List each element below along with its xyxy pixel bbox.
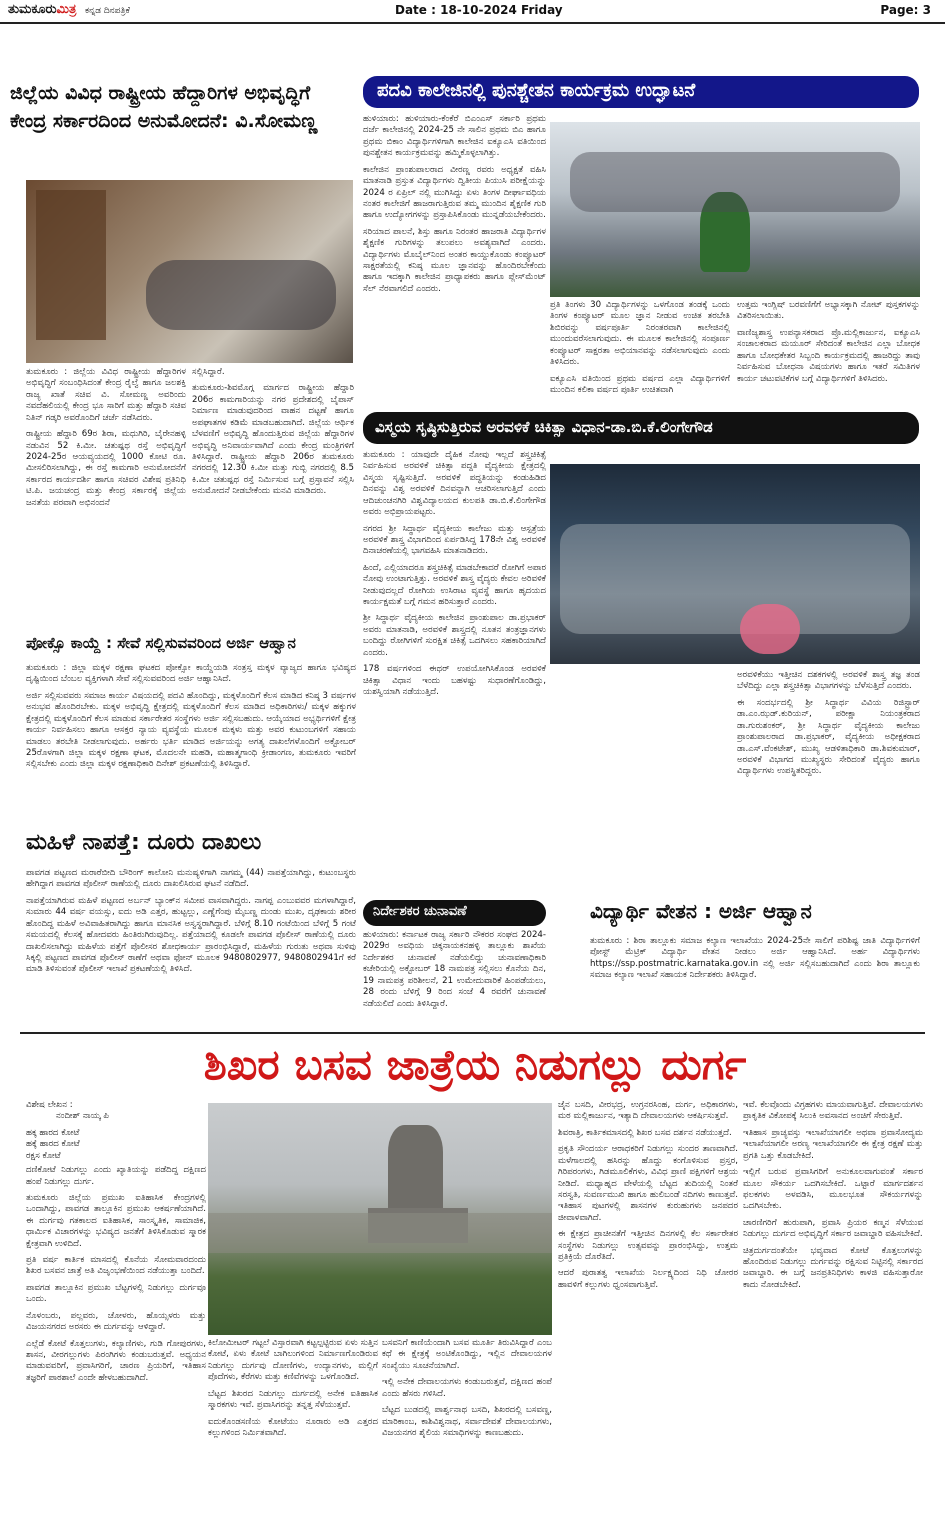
feature-paragraph: ಪ್ರತಿ ವರ್ಷ ಕಾರ್ತಿಕ ಮಾಸದಲ್ಲಿ ಕೊನೆಯ ಸೋಮವಾರದಂದು ಶಿಖರ ಬಸವನ ಜಾತ್ರೆ ಅತಿ ವಿಜೃಂಭಣೆಯಿಂದ ನಡೆಯುತ್ತಾ ಬಂದಿದೆ. <box>26 1255 206 1277</box>
people-lineup-shape <box>560 524 910 634</box>
feature-paragraph: ಇತಿಹಾಸ ಪ್ರಾಚ್ಯವಸ್ತು ಇಲಾಖೆಯಾಗಲೀ ಅಥವಾ ಪ್ರವಾಸೋದ್ಯಮ ಇಲಾಖೆಯಾಗಲೀ ಅರಣ್ಯ ಇಲಾಖೆಯಾಗಲೀ ಈ ಕ್ಷೇತ್ರ ರಕ್ಷಣೆ ಮತ್ತು ಪ್ರಗತಿ ಒತ್ತು ಕೊಡಬೇಕಿದೆ. <box>743 1127 923 1161</box>
story4-headline: ಪದವಿ ಕಾಲೇಜಿನಲ್ಲಿ ಪುನಶ್ಚೇತನ ಕಾರ್ಯಕ್ರಮ ಉದ್ಘಾಟನೆ <box>363 76 919 108</box>
story4-paragraph: ವಾಣಿಜ್ಯಶಾಸ್ತ್ರ ಉಪನ್ಯಾಸಕರಾದ ಪ್ರೊ.ಮಲ್ಲಿಕಾರ್ಜುನ, ಐಕ್ಯೂಎಸಿ ಸಂಚಾಲಕರಾದ ಮಯೂರ್ ಸೇರಿದಂತೆ ಕಾಲೇಜಿನ ಎಲ್ಲಾ ಬೋಧಕ ಹಾಗೂ ಬೋಧಕೇತರ ಸಿಬ್ಬಂದಿ ಕಾರ್ಯಕ್ರಮದಲ್ಲಿ ಹಾಜರಿದ್ದು ತಾವು ನಿರ್ವಹಿಸುವ ಬೋಧನಾ ವಿಷಯಗಳು ಹಾಗೂ ಇತರೆ ಸಮಿತಿಗಳ ಕಾರ್ಯ ಚಟುವಟಿಕೆಗಳ ಬಗ್ಗೆ ವಿದ್ಯಾರ್ಥಿಗಳಿಗೆ ತಿಳಿಸಿದರು. <box>737 327 920 384</box>
feature-paragraph: ಬಸವನಿಗೆ ಕಾಣಿಯೆಂದಾಗಿ ಬಸವ ಮೂರ್ತಿ ತಿರುವಿಸಿದ್ದಾರೆ ಎಂಬ ಕಥೆ ಈ ಕ್ಷೇತ್ರಕ್ಕೆ ಅಂಟಿಕೊಂಡಿದ್ದು, ಇಲ್ಲಿನ ದೇವಾಲಯಗಳ ಸಂಖ್ಯೆಯು ಸೂಚನೆಯಾಗಿದೆ. <box>382 1338 552 1371</box>
feature-paragraph: ಆದರೆ ಪುರಾತತ್ವ ಇಲಾಖೆಯ ನಿರ್ಲಕ್ಷ್ಯದಿಂದ ನಿಧಿ ಚೋರರ ಹಾವಳಿಗೆ ಕಲ್ಲುಗಳು ಧ್ವಂಸವಾಗುತ್ತಿವೆ. <box>558 1268 738 1290</box>
story4-paragraph: ಹುಳಿಯಾರು: ಹುಳಿಯಾರು-ಕೆಂಕೆರೆ ಬಿಎಂಎಸ್ ಸರ್ಕಾರಿ ಪ್ರಥಮ ದರ್ಜೆ ಕಾಲೇಜಿನಲ್ಲಿ 2024-25 ನೇ ಸಾಲಿನ ಪ್ರಥಮ ಬಿಎ ಹಾಗೂ ಪ್ರಥಮ ಬಿಕಾಂ ವಿದ್ಯಾರ್ಥಿಗಳಿಗಾಗಿ ಕಾಲೇಜಿನ ಐಕ್ಯೂಎಸಿ ವತಿಯಿಂದ ಪುನಶ್ಚೇತನ ಕಾರ್ಯಕ್ರಮವನ್ನು ಹಮ್ಮಿಕೊಳ್ಳಲಾಗಿತ್ತು. <box>363 114 546 159</box>
feature-photo <box>208 1103 552 1335</box>
story5-paragraph: ಅರವಳಿಕೆಯು ಇತ್ತೀಚಿನ ದಶಕಗಳಲ್ಲಿ ಅರವಳಿಕೆ ಶಾಸ್ತ್ರ ತಜ್ಞ ತಂಡ ಬೆಳೆದಿದ್ದು ಎಲ್ಲಾ ಶಸ್ತ್ರಚಿಕಿತ್ಸಾ ವಿಭಾಗಗಳನ್ನು ಬೆಳೆಸುತ್ತಿದೆ ಎಂದರು. <box>737 670 920 692</box>
story1-headline-line2: ಕೇಂದ್ರ ಸರ್ಕಾರದಿಂದ ಅನುಮೋದನೆ: ವಿ.ಸೋಮಣ್ಣ <box>10 109 318 132</box>
story5-paragraph: ತುಮಕೂರು : ಯಾವುದೇ ದೈಹಿಕ ನೋವು ಇಲ್ಲದೆ ಶಸ್ತ್ರಚಿಕಿತ್ಸೆ ನಿರ್ವಹಿಸುವ ಅರವಳಿಕೆ ಚಿಕಿತ್ಸಾ ಪದ್ದತಿ ವೈದ್ಯಕೀಯ ಕ್ಷೇತ್ರದಲ್ಲಿ ವಿಸ್ಮಯ ಸೃಷ್ಟಿಸುತ್ತಿದೆ. ಅರವಳಿಕೆ ಪದ್ಧತಿಯನ್ನು ಕಂಡುಹಿಡಿದ ದಿನವನ್ನು ವಿಶ್ವ ಅರವಳಿಕೆ ದಿನವನ್ನಾಗಿ ಆಚರಿಸಲಾಗುತ್ತಿದೆ ಎಂದು ಆದಿಚುಂಚನಗಿರಿ ವಿಶ್ವವಿದ್ಯಾಲಯದ ಕುಲಪತಿ ಡಾ.ಬಿ.ಕೆ.ಲಿಂಗೇಗೌಡ ಅವರು ಅಭಿಪ್ರಾಯಪಟ್ಟರು. <box>363 450 546 518</box>
feature-paragraph: ಇಲ್ಲಿ ಅನೇಕ ದೇವಾಲಯಗಳು ಕಂಡುಬರುತ್ತವೆ, ದಕ್ಷಿಣದ ಹಂಪೆ ಎಂದು ಹೆಸರು ಗಳಿಸಿದೆ. <box>382 1377 552 1399</box>
story4-photo <box>550 122 920 297</box>
story1-paragraph: ತುಮಕೂರು : ಜಿಲ್ಲೆಯ ವಿವಿಧ ರಾಷ್ಟ್ರೀಯ ಹೆದ್ದಾರಿಗಳ ಅಭಿವೃದ್ಧಿಗೆ ಸಂಬಂಧಿಸಿದಂತೆ ಕೇಂದ್ರ ರೈಲ್ವೆ ಹಾಗೂ ಜಲಶಕ್ತಿ ರಾಜ್ಯ ಖಾತೆ ಸಚಿವ ವಿ. ಸೋಮಣ್ಣ ಅವರಿಂದು ನವದೆಹಲಿಯಲ್ಲಿ ಕೇಂದ್ರ ಭೂ ಸಾರಿಗೆ ಮತ್ತು ಹೆದ್ದಾರಿ ಸಚಿವ ನಿತಿನ್ ಗಡ್ಕರಿ ಅವರೊಂದಿಗೆ ಚರ್ಚೆ ನಡೆಸಿದರು. <box>26 367 186 423</box>
story5-paragraph: 178 ವರ್ಷಗಳಿಂದ ಈಥರ್ ಉಪಯೋಗಿಸಿಕೊಂಡ ಅರವಳಿಕೆ ಚಿಕಿತ್ಸಾ ವಿಧಾನ ಇಂದು ಬಹಳಷ್ಟು ಸುಧಾರಣೆಗೊಂಡಿದ್ದು, ಯಶಸ್ವಿಯಾಗಿ ನಡೆಯುತ್ತಿದೆ. <box>363 664 546 698</box>
logo-part1: ತುಮಕೂರು <box>8 2 57 17</box>
feature-paragraph: ಕಿಲೋಮೀಟರ್ ಗಟ್ಟಲೆ ವಿಸ್ತಾರವಾಗಿ ಕಟ್ಟಲ್ಪಟ್ಟಿರುವ ಏಳು ಸುತ್ತಿನ ಕೋಟೆ, ಏಳು ಕೋಟೆ ಬಾಗಿಲುಗಳಿಂದ ನಿರ್ಮಾಣಗೊಂಡಿರುವ ನಿಡುಗಲ್ಲು ದುರ್ಗವು ದೋಣಿಗಳು, ಉದ್ಯಾನಗಳು, ಮಲ್ಲಿಗೆ ಪೊದೆಗಳು, ಕೆರೆಗಳು ಮತ್ತು ಕಣಿವೆಗಳನ್ನು ಒಳಗೊಂಡಿದೆ. <box>208 1338 378 1383</box>
story3-body <box>26 868 356 1022</box>
story5-paragraph: ನಗರದ ಶ್ರೀ ಸಿದ್ಧಾರ್ಥ ವೈದ್ಯಕೀಯ ಕಾಲೇಜು ಮತ್ತು ಆಸ್ಪತ್ರೆಯ ಅರವಳಿಕೆ ಶಾಸ್ತ್ರ ವಿಭಾಗದಿಂದ ಏರ್ಪಡಿಸಿದ್ದ 178ನೇ ವಿಶ್ವ ಅರವಳಿಕೆ ದಿನಾಚರಣೆಯಲ್ಲಿ ಭಾಗವಹಿಸಿ ಮಾತನಾಡಿದರು. <box>363 523 546 557</box>
story1-headline-line1: ಜಿಲ್ಲೆಯ ವಿವಿಧ ರಾಷ್ಟ್ರೀಯ ಹೆದ್ದಾರಿಗಳ ಅಭಿವೃದ್ಧಿಗೆ <box>10 83 311 104</box>
story4-paragraph: ಉತ್ತಮ ಇಂಗ್ಲಿಷ್ ಬರವಣಿಗೆಗೆ ಅಭ್ಯಾಸಕ್ಕಾಗಿ ನೋಟ್ ಪುಸ್ತಕಗಳನ್ನು ವಿತರಿಸಲಾಯಿತು. <box>737 300 920 322</box>
story3-paragraph: ಪಾವಗಡ ಪಟ್ಟಣದ ಮರಾಠೆಬೀದಿ ಬೌರಿಂಗ್ ಕಾಲೋನಿ ಮನುಷ್ಯಳಿಗಾಗಿ ನಾಗಮ್ಮ (44) ನಾಪತ್ತೆಯಾಗಿದ್ದು, ಕುಟುಂಬಸ್ಥರು ಹೇಗಿದ್ದಾಗ ಪಾವಗಡ ಪೊಲೀಸ್ ಠಾಣೆಯಲ್ಲಿ ದೂರು ದಾಖಲಿಸಿರುವ ಘಟನೆ ನಡೆದಿದೆ. <box>26 868 356 890</box>
story6-headline: ನಿರ್ದೇಶಕರ ಚುನಾವಣೆ <box>363 900 546 926</box>
section-divider <box>20 1032 925 1034</box>
feature-paragraph: ಇಲ್ಲಿಗೆ ಬರುವ ಪ್ರವಾಸಿಗರಿಗೆ ಅನುಕೂಲವಾಗುವಂತೆ ಸರ್ಕಾರ ಮೂಲ ಸೌಕರ್ಯ ಒದಗಿಸಬೇಕಿದೆ. ಒಟ್ಟಾರೆ ಮಾರ್ಗದರ್ಶನ ಫಲಕಗಳು ಅಳವಡಿಸಿ, ಮೂಲಭೂತ ಸೌಕರ್ಯಗಳನ್ನು ಒದಗಿಸಬೇಕು. <box>743 1167 923 1212</box>
screen-panel-shape <box>36 190 106 340</box>
flower-decoration-shape <box>740 604 800 654</box>
story7-paragraph: ತುಮಕೂರು : ಶಿರಾ ತಾಲ್ಲೂಕು ಸಮಾಜ ಕಲ್ಯಾಣ ಇಲಾಖೆಯು 2024-25ನೇ ಸಾಲಿಗೆ ಪರಿಶಿಷ್ಟ ಜಾತಿ ವಿದ್ಯಾರ್ಥಿಗಳಿಗೆ ಪೋಸ್ಟ್ ಮೆಟ್ರಿಕ್ ವಿದ್ಯಾರ್ಥಿ ವೇತನ ನೀಡಲು ಅರ್ಜಿ ಆಹ್ವಾನಿಸಿದೆ. ಅರ್ಹ ವಿದ್ಯಾರ್ಥಿಗಳು https://ssp.postmatric.karnataka.gov.in ನಲ್ಲಿ ಅರ್ಜಿ ಸಲ್ಲಿಸಬಹುದಾಗಿದೆ ಎಂದು ಶಿರಾ ತಾಲ್ಲೂಕು ಸಮಾಜ ಕಲ್ಯಾಣ ಇಲಾಖೆ ಸಹಾಯಕ ನಿರ್ದೇಶಕರು ತಿಳಿಸಿದ್ದಾರೆ. <box>590 936 920 981</box>
feature-paragraph: ಬೆಟ್ಟದ ಶಿಖರದ ನಿಡುಗಲ್ಲು ದುರ್ಗದಲ್ಲಿ ಅನೇಕ ಐತಿಹಾಸಿಕ ಸ್ಮಾರಕಗಳು ಇವೆ. ಪ್ರವಾಸಿಗರನ್ನು ತನ್ನತ್ತ ಸೆಳೆಯುತ್ತವೆ. <box>208 1388 378 1411</box>
feature-paragraph: ಇವೆ. ಕೆಲವೊಂದು ವಿಗ್ರಹಗಳು ಮಾಯವಾಗುತ್ತಿವೆ. ದೇವಾಲಯಗಳು ಪ್ರಾಕೃತಿಕ ವಿಕೋಪಕ್ಕೆ ಸಿಲುಕಿ ಅವಸಾನದ ಅಂಚಿಗೆ ಸೇರುತ್ತಿವೆ. <box>743 1100 923 1122</box>
feature-paragraph: ಜೈನ ಬಸದಿ, ವೀರಭದ್ರ, ಉಗ್ರನರಸಿಂಹ, ದುರ್ಗ, ಅಧಿಕಾರಗಳು, ಮಠ ಮಲ್ಲಿಕಾರ್ಜುನ, ಇತ್ಯಾದಿ ದೇವಾಲಯಗಳು ಆಕರ್ಷಿಸುತ್ತವೆ. <box>558 1100 738 1122</box>
feature-paragraph: ಐದುಕೊಂಡಸಣಿಯ ಕೋಟೆಯು ನೂರಾರು ಅಡಿ ಎತ್ತರದ ಕಲ್ಲುಗಳಿಂದ ನಿರ್ಮಿತವಾಗಿದೆ. <box>208 1416 378 1438</box>
story5-headline: ವಿಸ್ಮಯ ಸೃಷ್ಠಿಸುತ್ತಿರುವ ಅರವಳಿಕೆ ಚಿಕಿತ್ಸಾ ವಿಧಾನ-ಡಾ.ಬಿ.ಕೆ.ಲಿಂಗೇಗೌಡ <box>363 412 919 444</box>
story4-paragraph: ಸರಿಯಾದ ಪಾಲನೆ, ಶಿಸ್ತು ಹಾಗೂ ನಿರಂತರ ಹಾಜರಾತಿ ವಿದ್ಯಾರ್ಥಿಗಳ ಶೈಕ್ಷಣಿಕ ಗುರಿಗಳನ್ನು ತಲುಪಲು ಅವಶ್ಯವಾಗಿದೆ ಎಂದರು. ವಿದ್ಯಾರ್ಥಿಗಳು ಮೊಬೈಲ್‌ನಿಂದ ಅಂತರ ಕಾಯ್ದುಕೊಂಡು ಕಂಪ್ಯೂಟರ್ ಸಾಕ್ಷರತೆಯಲ್ಲಿ ಕನಿಷ್ಠ ಮೂಲ ಜ್ಞಾನವನ್ನು ಹೊಂದಿರಬೇಕೆಂದು ಹಾಗೂ ಇದಕ್ಕಾಗಿ ಕಾಲೇಜಿನ ಪ್ರಾಧ್ಯಾಪಕರು ಹಾಗೂ ಪ್ಲೇಸ್‌ಮೆಂಟ್ ಸೆಲ್ ನೆರವಾಗಲಿದೆ ಎಂದರು. <box>363 226 546 294</box>
feature-paragraph: ಪ್ರಕೃತಿ ಸೌಂದರ್ಯ ಆರಾಧಕರಿಗೆ ನಿಡುಗಲ್ಲು ಸುಂದರ ತಾಣವಾಗಿದೆ. ಮಳೆಗಾಲದಲ್ಲಿ ಹಸಿರನ್ನು ಹೊದ್ದು ಕಂಗೊಳಿಸುವ ಪ್ರಸ್ತರ, ಗಿರಿಪರಂಗಳು, ಗಿಡಮೂಲಿಕೆಗಳು, ವಿವಿಧ ಪ್ರಾಣಿ ಪಕ್ಷಿಗಳಿಗೆ ಆಶ್ರಯ ನೀಡಿದೆ. ಮಧ್ಯಾಹ್ನದ ವೇಳೆಯಲ್ಲಿ ಬೆಟ್ಟದ ತುದಿಯಲ್ಲಿ ನಿಂತರೆ ಸರಸ್ವತಿ, ಸುವರ್ಣಮುಖಿ ಹಾಗೂ ಹುಲಿಬಂಡೆ ನದಿಗಳು ಕಾಣುತ್ತವೆ. ಇತಿಹಾಸ ಪುಟಗಳಲ್ಲಿ ಶಾಸನಗಳ ಕುರುಹುಗಳು ಜನಪದರ ಜೀವಾಳವಾಗಿದೆ. <box>558 1144 738 1223</box>
feature-headline: ಶಿಖರ ಬಸವ ಜಾತ್ರೆಯ ನಿಡುಗಲ್ಲು ದುರ್ಗ <box>203 1040 747 1089</box>
issue-date: Date : 18-10-2024 Friday <box>395 3 563 17</box>
feature-paragraph: ದಣಿಕೋಟೆ ನಿಡುಗಲ್ಲು ಎಂದು ಖ್ಯಾತಿಯನ್ನು ಪಡೆದಿದ್ದ ದಕ್ಷಿಣದ ಹಂಪೆ ನಿಡುಗಲ್ಲು ದುರ್ಗ. <box>26 1165 206 1187</box>
temple-tower-shape <box>388 1125 443 1215</box>
story5-photo <box>550 464 920 664</box>
story5-column2 <box>737 670 920 895</box>
story1-photo <box>26 180 353 363</box>
story1-paragraph: ಸಲ್ಲಿಸಿದ್ದಾರೆ. <box>192 367 225 377</box>
feature-right-column1 <box>558 1100 738 1508</box>
story2-paragraph: ಅರ್ಜಿ ಸಲ್ಲಿಸುವವರು ಸಮಾಜ ಕಾರ್ಯ ವಿಷಯದಲ್ಲಿ ಪದವಿ ಹೊಂದಿದ್ದು, ಮಕ್ಕಳೊಂದಿಗೆ ಕೆಲಸ ಮಾಡಿದ ಕನಿಷ್ಠ 3 ವರ್ಷಗಳ ಅನುಭವ ಹೊಂದಿರಬೇಕು. ಮಕ್ಕಳ ಅಭಿವೃದ್ಧಿ ಕ್ಷೇತ್ರದಲ್ಲಿ ಮಕ್ಕಳೊಂದಿಗೆ ಕೆಲಸ ಮಾಡಿದ ಅಧಿಕಾರಿಗಳು/ ಮಕ್ಕಳ ಹಕ್ಕುಗಳ ಕ್ಷೇತ್ರದಲ್ಲಿ ಮಕ್ಕಳೊಂದಿಗೆ ಕೆಲಸ ಮಾಡುವ ಸರ್ಕಾರೇತರ ಸಂಸ್ಥೆಗಳು ಅರ್ಜಿ ಸಲ್ಲಿಸಬಹುದು. ಆಯ್ಕೆಯಾದ ಅಭ್ಯರ್ಥಿಗಳಿಗೆ ಕ್ಷೇತ್ರ ಕಾರ್ಯ ನಿರ್ವಹಿಸಲು ಹಾಗೂ ಆಸಕ್ತರ ನ್ಯಾಯ ವ್ಯವಸ್ಥೆಯ ಮೂಲಕ ಮಕ್ಕಳು ಮತ್ತು ಅವರ ಕುಟುಂಬಗಳಿಗೆ ಸಹಾಯ ಮಾಡಲು ತರಬೇತಿ ನೀಡಲಾಗುವುದು. ಅರ್ಹರು ಭರ್ತಿ ಮಾಡಿದ ಅರ್ಜಿಯನ್ನು ಅಗತ್ಯ ದಾಖಲೆಗಳೊಂದಿಗೆ ಅಕ್ಟೋಬರ್ 25ರೊಳಗಾಗಿ ಜಿಲ್ಲಾ ಮಕ್ಕಳ ರಕ್ಷಣಾ ಘಟಕ, ಮೊದಲನೇ ಮಹಡಿ, ಮಹಾತ್ಮಗಾಂಧಿ ಕ್ರೀಡಾಂಗಣ, ತುಮಕೂರು ಇವರಿಗೆ ಸಲ್ಲಿಸಬೇಕು ಎಂದು ಜಿಲ್ಲಾ ಮಕ್ಕಳ ರಕ್ಷಣಾಧಿಕಾರಿ ದಿನೇಶ್ ಪ್ರಕಟಣೆಯಲ್ಲಿ ತಿಳಿಸಿದ್ದಾರೆ. <box>26 690 356 770</box>
story4-paragraph: ಐಕ್ಯೂಎಸಿ ವತಿಯಿಂದ ಪ್ರಥಮ ವರ್ಷದ ಎಲ್ಲಾ ವಿದ್ಯಾರ್ಥಿಗಳಿಗೆ ಮುಂದಿನ ಕಲಿಕಾ ವರ್ಷದ ಪೂರ್ತಿ ಉಚಿತವಾಗಿ <box>550 373 730 395</box>
story3-headline: ಮಹಿಳೆ ನಾಪತ್ತೆ: ದೂರು ದಾಖಲು <box>26 830 262 855</box>
meeting-group-shape <box>146 260 336 330</box>
feature-byline1: ವಿಶೇಷ ಲೇಖನ : <box>26 1100 73 1110</box>
story5-paragraph: ಹಿಂದೆ, ಎಲ್ಲಿಯಾದರೂ ಶಸ್ತ್ರಚಿಕಿತ್ಸೆ ಮಾಡಬೇಕಾದರೆ ರೋಗಿಗೆ ಅಪಾರ ನೋವು ಉಂಟಾಗುತ್ತಿತ್ತು. ಅರವಳಿಕೆ ಶಾಸ್ತ್ರ ವೈದ್ಯರು ಕೇವಲ ಅರಿವಳಿಕೆ ನೀಡುವುದಲ್ಲದೆ ರೋಗಿಯ ಉಸಿರಾಟ ವ್ಯವಸ್ಥೆ ಹಾಗೂ ಹೃದಯದ ಕಾರ್ಯಕ್ಷಮತೆ ಬಗ್ಗೆ ಗಮನ ಹರಿಸುತ್ತಾರೆ ಎಂದರು. <box>363 562 546 608</box>
story6-body <box>363 930 546 1030</box>
story6-paragraph: ಹುಳಿಯಾರು: ಕರ್ನಾಟಕ ರಾಜ್ಯ ಸರ್ಕಾರಿ ನೌಕರರ ಸಂಘದ 2024-2029ರ ಅವಧಿಯ ಚಿಕ್ಕನಾಯಕನಹಳ್ಳಿ ತಾಲ್ಲೂಕು ಶಾಖೆಯ ನಿರ್ದೇಶಕರ ಚುನಾವಣೆ ನಡೆಯಲಿದ್ದು ಚುನಾವಣಾಧಿಕಾರಿ ಕಚೇರಿಯಲ್ಲಿ ಅಕ್ಟೋಬರ್ 18 ನಾಮಪತ್ರ ಸಲ್ಲಿಸಲು ಕೊನೆಯ ದಿನ, 19 ನಾಮಪತ್ರ ಪರಿಶೀಲನೆ, 21 ಉಮೇದುವಾರಿಕೆ ಹಿಂಪಡೆಯಲು, 28 ರಂದು ಬೆಳಿಗ್ಗೆ 9 ರಿಂದ ಸಂಜೆ 4 ರವರೆಗೆ ಚುನಾವಣೆ ನಡೆಯಲಿದೆ ಎಂದು ತಿಳಿಸಿದ್ದಾರೆ. <box>363 930 546 1009</box>
feature-paragraph: ಎಲ್ಲೆಡೆ ಕೋಟೆ ಕೊತ್ತಲುಗಳು, ಕಲ್ಯಾಣಿಗಳು, ಗುಡಿ ಗೋಪುರಗಳು, ಶಾಸನ, ವೀರಗಲ್ಲುಗಳು ಪಿರಂಗಿಗಳು ಕಂಡುಬರುತ್ತವೆ. ಅಧ್ಯಯನ ಮಾಡುವವರಿಗೆ, ಪ್ರವಾಸಿಗರಿಗೆ, ಚಾರಣ ಪ್ರಿಯರಿಗೆ, ಇತಿಹಾಸ ತಜ್ಞರಿಗೆ ಪಾಠಶಾಲೆ ಎಂದೇ ಹೇಳಬಹುದಾಗಿದೆ. <box>26 1338 206 1383</box>
feature-verse-line: ಹಕ್ಕೆ ಹಾರದ ಕೋಟೆ <box>26 1139 80 1150</box>
feature-paragraph: ನೊಳಂಬರು, ಪಲ್ಲವರು, ಚೋಳರು, ಹೊಯ್ಸಳರು ಮತ್ತು ವಿಜಯನಗರದ ಅರಸರು ಈ ದುರ್ಗವನ್ನು ಆಳಿದ್ದಾರೆ. <box>26 1310 206 1333</box>
story4-paragraph: ಕಾಲೇಜಿನ ಪ್ರಾಂಶುಪಾಲರಾದ ವೀರಣ್ಣ ರವರು ಅಧ್ಯಕ್ಷತೆ ವಹಿಸಿ ಮಾತನಾಡಿ ಪ್ರಸ್ತುತ ವಿದ್ಯಾರ್ಥಿಗಳು ದ್ವಿತೀಯ ಪಿಯುಸಿ ಪರೀಕ್ಷೆಯನ್ನು 2024 ರ ಏಪ್ರಿಲ್ ನಲ್ಲಿ ಮುಗಿಸಿದ್ದು ಏಳು ತಿಂಗಳ ದೀರ್ಘಾವಧಿಯ ನಂತರ ಕಾಲೇಜಿಗೆ ಹಾಜರಾಗುತ್ತಿರುವ ತಮ್ಮ ಮುಂದಿನ ಶೈಕ್ಷಣಿಕ ಗುರಿ ಹಾಗೂ ಉದ್ಯೋಗಗಳನ್ನು ಪ್ರಸ್ತಾಪಿಸಿಕೊಂಡು ಮುನ್ನಡೆಯಬೇಕೆಂದರು. <box>363 164 546 221</box>
story4-paragraph: ಪ್ರತಿ ತಿಂಗಳು 30 ವಿದ್ಯಾರ್ಥಿಗಳನ್ನು ಒಳಗೊಂಡ ತಂಡಕ್ಕೆ ಒಂದು ತಿಂಗಳ ಕಂಪ್ಯೂಟರ್ ಮೂಲ ಜ್ಞಾನ ನೀಡುವ ಉಚಿತ ತರಬೇತಿ ಶಿಬಿರವನ್ನು ವರ್ಷಪೂರ್ತಿ ನಿರಂತರವಾಗಿ ಕಾಲೇಜಿನಲ್ಲಿ ಮುಂದುವರೆಸಲಾಗುವುದು. ಈ ಮೂಲಕ ಕಾಲೇಜಿನಲ್ಲಿ ಸಂಪೂರ್ಣ ಕಂಪ್ಯೂಟರ್ ಸಾಕ್ಷರತಾ ಅಭಿಯಾನವನ್ನು ನಡೆಸಲಾಗುವುದು ಎಂದು ತಿಳಿಸಿದರು. <box>550 300 730 368</box>
newspaper-logo <box>8 2 130 17</box>
feature-under-photo-right <box>382 1338 552 1508</box>
feature-verse-line: ರಕ್ಷಸ ಕೋಟೆ <box>26 1150 61 1161</box>
story7-body <box>590 936 920 1028</box>
feature-paragraph: ತುಮಕೂರು ಜಿಲ್ಲೆಯ ಪ್ರಮುಖ ಐತಿಹಾಸಿಕ ಕೇಂದ್ರಗಳಲ್ಲಿ ಒಂದಾಗಿದ್ದು, ಪಾವಗಡ ತಾಲ್ಲೂಕಿನ ಪ್ರಮುಖ ಆಕರ್ಷಣೆಯಾಗಿದೆ. ಈ ದುರ್ಗವು ಗತಕಾಲದ ಐತಿಹಾಸಿಕ, ಸಾಂಸ್ಕೃತಿಕ, ಸಾಮಾಜಿಕ, ಧಾರ್ಮಿಕ ವಿಚಾರಗಳನ್ನು ಭವಿಷ್ಯದ ಜನತೆಗೆ ತಿಳಿಸಿಕೊಡುವ ಸ್ಮಾರಕ ಕ್ಷೇತ್ರವಾಗಿ ಉಳಿದಿದೆ. <box>26 1192 206 1249</box>
story1-column2 <box>192 367 354 637</box>
story1-column1 <box>26 367 186 637</box>
story7-headline: ವಿದ್ಯಾರ್ಥಿ ವೇತನ : ಅರ್ಜಿ ಆಹ್ವಾನ <box>590 900 812 923</box>
story1-paragraph: ತುಮಕೂರು-ಶಿವಮೊಗ್ಗ ಮಾರ್ಗದ ರಾಷ್ಟ್ರೀಯ ಹೆದ್ದಾರಿ 206ರ ಕಾಮಗಾರಿಯನ್ನು ನಗರ ಪ್ರದೇಶದಲ್ಲಿ ಬೈಪಾಸ್ ನಿರ್ಮಾಣ ಮಾಡುವುದರಿಂದ ವಾಹನ ದಟ್ಟಣೆ ಹಾಗೂ ಅಪಘಾತಗಳ ಕಡಿಮೆ ಮಾಡಬಹುದಾಗಿದೆ. ಜಿಲ್ಲೆಯ ಆರ್ಥಿಕ ಬೆಳವಣಿಗೆ ಅಭಿವೃದ್ಧಿ ಹೊಂದುತ್ತಿರುವ ಜಿಲ್ಲೆಯ ಹೆದ್ದಾರಿಗಳ ಅಭಿವೃದ್ಧಿ ಅನಿವಾರ್ಯವಾಗಿದೆ ಎಂದು ಕೇಂದ್ರ ಮಂತ್ರಿಗಳಿಗೆ ತಿಳಿಸಿದ್ದಾರೆ. ರಾಷ್ಟ್ರೀಯ ಹೆದ್ದಾರಿ 206ರ ತುಮಕೂರು ನಗರದಲ್ಲಿ 12.30 ಕಿ.ಮೀ ಮತ್ತು ಗುಬ್ಬಿ ನಗರದಲ್ಲಿ 8.5 ಕಿ.ಮೀ ಚತುಷ್ಪಥ ರಸ್ತೆ ನಿರ್ಮಿಸುವ ಬಗ್ಗೆ ಪ್ರಸ್ತಾವನೆ ಸಲ್ಲಿಸಿ ಅನುಮೋದನೆ ನೀಡಬೇಕೆಂದು ಮನವಿ ಮಾಡಿದರು. <box>192 383 354 497</box>
feature-paragraph: ಪಾವಗಡ ತಾಲ್ಲೂಕಿನ ಪ್ರಮುಖ ಬೆಟ್ಟಗಳಲ್ಲಿ ನಿಡುಗಲ್ಲು ದುರ್ಗವೂ ಒಂದು. <box>26 1282 206 1305</box>
story4-column2 <box>550 300 730 406</box>
page-number: Page: 3 <box>880 3 931 17</box>
masthead <box>0 0 945 24</box>
feature-paragraph: ಬೆಟ್ಟದ ಬುಡದಲ್ಲಿ ಪಾರ್ಶ್ವನಾಥ ಬಸದಿ, ಶಿಖರದಲ್ಲಿ ಬಸವಣ್ಣ, ಮಾರಿಕಾಂಬ, ಕಾಶಿವಿಶ್ವನಾಥ, ಸರ್ವಾದೇವತೆ ದೇವಾಲಯಗಳು, ವಿಜಯನಗರ ಶೈಲಿಯ ಸಮಾಧಿಗಳನ್ನು ಕಾಣಬಹುದು. <box>382 1405 552 1438</box>
story4-column3 <box>737 300 920 406</box>
feature-under-photo-left <box>208 1338 378 1508</box>
logo-part2: ಮಿತ್ರ <box>56 2 77 17</box>
people-group-shape <box>570 152 900 212</box>
feature-paragraph: ಶಿವರಾತ್ರಿ, ಕಾರ್ತಿಕಮಾಸದಲ್ಲಿ ಶಿಖರ ಬಸವ ದರ್ಶನ ನಡೆಯುತ್ತದೆ. <box>558 1127 732 1138</box>
story5-paragraph: ಶ್ರೀ ಸಿದ್ಧಾರ್ಥ ವೈದ್ಯಕೀಯ ಕಾಲೇಜಿನ ಪ್ರಾಂಶುಪಾಲ ಡಾ.ಪ್ರಭಾಕರ್ ಅವರು ಮಾತನಾಡಿ, ಅರವಳಿಕೆ ಶಾಸ್ತ್ರದಲ್ಲಿ ನೂತನ ತಂತ್ರಜ್ಞಾನಗಳು ಬಂದಿದ್ದು ರೋಗಿಗಳಿಗೆ ಸುರಕ್ಷಿತ ಚಿಕಿತ್ಸೆ ಒದಗಿಸಲು ಸಹಕಾರಿಯಾಗಿದೆ ಎಂದರು. <box>363 613 546 658</box>
story2-body <box>26 663 356 828</box>
story5-column1 <box>363 450 546 860</box>
story1-headline <box>10 83 355 149</box>
feature-byline2: ನಂದೀಶ್ ನಾಯ್ಕ ಪಿ <box>56 1111 109 1122</box>
fort-wall-shape <box>208 1213 552 1253</box>
feature-paragraph: ಈ ಕ್ಷೇತ್ರದ ಪ್ರಾಚೀನತೆಗೆ ಇತ್ತೀಚಿನ ದಿನಗಳಲ್ಲಿ ಕೆಲ ಸರ್ಕಾರೇತರ ಸಂಸ್ಥೆಗಳು ನಿಡುಗಲ್ಲು ಉತ್ಸವವನ್ನು ಪ್ರಾರಂಭಿಸಿದ್ದು, ಉತ್ತಮ ಪ್ರತಿಕ್ರಿಯೆ ದೊರೆತಿದೆ. <box>558 1229 738 1263</box>
feature-paragraph: ಚಿತ್ರದುರ್ಗದಂತೆಯೇ ಭವ್ಯವಾದ ಕೋಟೆ ಕೊತ್ತಲುಗಳನ್ನು ಹೊಂದಿರುವ ನಿಡುಗಲ್ಲು ದುರ್ಗವನ್ನು ರಕ್ಷಿಸುವ ನಿಟ್ಟಿನಲ್ಲಿ ಸರ್ಕಾರದ ಜವಾಬ್ದಾರಿ. ಈ ಬಗ್ಗೆ ಜನಪ್ರತಿನಿಧಿಗಳು ಕಾಳಜಿ ವಹಿಸುತ್ತಾರೋ ಕಾದು ನೋಡಬೇಕಿದೆ. <box>743 1245 923 1290</box>
story2-paragraph: ತುಮಕೂರು : ಜಿಲ್ಲಾ ಮಕ್ಕಳ ರಕ್ಷಣಾ ಘಟಕದ ಪೋಕ್ಸೋ ಕಾಯ್ದೆಯಡಿ ಸಂತ್ರಸ್ತ ಮಕ್ಕಳ ವ್ಯಾಜ್ಯದ ಹಾಗೂ ಭವಿಷ್ಯದ ದೃಷ್ಟಿಯಿಂದ ಬೆಂಬಲ ವ್ಯಕ್ತಿಗಳಾಗಿ ಸೇವೆ ಸಲ್ಲಿಸುವವರಿಂದ ಅರ್ಜಿ ಆಹ್ವಾನಿಸಿದೆ. <box>26 663 356 685</box>
story5-paragraph: ಈ ಸಂದರ್ಭದಲ್ಲಿ ಶ್ರೀ ಸಿದ್ಧಾರ್ಥ ವಿವಿಯ ರಿಜಿಸ್ಟ್ರಾರ್ ಡಾ.ಎಂ.ಝಡ್.ಕುರಿಯನ್, ಪರೀಕ್ಷಾ ನಿಯಂತ್ರಕರಾದ ಡಾ.ಗುರುಶಂಕರ್, ಶ್ರೀ ಸಿದ್ಧಾರ್ಥ ವೈದ್ಯಕೀಯ ಕಾಲೇಜು ಪ್ರಾಂಶುಪಾಲರಾದ ಡಾ.ಪ್ರಭಾಕರ್, ವೈದ್ಯಕೀಯ ಅಧೀಕ್ಷಕರಾದ ಡಾ.ಎಸ್.ವೆಂಕಟೇಶ್, ಮುಖ್ಯ ಆಡಳಿತಾಧಿಕಾರಿ ಡಾ.ಶಿವಕುಮಾರ್, ಅರವಳಿಕೆ ವಿಭಾಗದ ಮುಖ್ಯಸ್ಥರು ಸೇರಿದಂತೆ ವೈದ್ಯರು ಹಾಗೂ ವಿದ್ಯಾರ್ಥಿಗಳು ಉಪಸ್ಥಿತರಿದ್ದರು. <box>737 697 920 777</box>
story3-paragraph: ನಾಪತ್ತೆಯಾಗಿರುವ ಮಹಿಳೆ ಪಟ್ಟಣದ ಅರ್ಬನ್ ಬ್ಯಾಂಕ್‌ನ ಸಮೀಪ ವಾಸವಾಗಿದ್ದರು. ನಾಗಪ್ಪ ಎಂಬುವವರ ಮಗಳಾಗಿದ್ದಾರೆ, ಸುಮಾರು 44 ವರ್ಷ ವಯಸ್ಸು, ಐದು ಅಡಿ ಎತ್ತರ, ಹುಟ್ಟಲ್ಲು, ಎಣ್ಣೆಗೆಂಪು ಮೈಬಣ್ಣ ದುಂಡು ಮುಖ, ದೃಢಕಾಯ ಶರೀರ ಹೊಂದಿದ್ದ ಮಹಿಳೆ ಅವಿವಾಹಿತರಾಗಿದ್ದು ಹಾಗೂ ಮಾನಸಿಕ ಅಸ್ವಸ್ಥರಾಗಿದ್ದಾರೆ. ಬೆಳಿಗ್ಗೆ 8.10 ಗಂಟೆಯಿಂದ ಬೆಳಿಗ್ಗೆ 5 ಗಂಟೆ ಸಮಯದಲ್ಲಿ ಕೆಲಸಕ್ಕೆ ಹೋದವರು ಹಿಂತಿರುಗಿರುವುದಿಲ್ಲ. ಪತ್ತೆಯಾದಲ್ಲಿ ಕೂಡಲೇ ಪಾವಗಡ ಪೊಲೀಸ್ ಠಾಣೆಯಲ್ಲಿ ದೂರು ದಾಖಲಿಸಲಾಗಿದ್ದು ಮಹಿಳೆಯ ಪತ್ತೆಗೆ ಪೊಲೀಸರ ಶೋಧಕಾರ್ಯ ಪ್ರಾರಂಭಿಸಿದ್ದಾರೆ, ಮಹಿಳೆಯ ಗುರುತು ಅಥವಾ ಸುಳಿವು ಸಿಕ್ಕಲ್ಲಿ ಪಟ್ಟಣದ ಪಾವಗಡ ಪೊಲೀಸ್ ಠಾಣೆಗೆ ಅಥವಾ ಫೋನ್ ಮೂಲಕ 9480802977, 9480802941ಗೆ ಕರೆ ಮಾಡಿ ತಿಳಿಸುವಂತೆ ಪೊಲೀಸ್ ಇಲಾಖೆ ಪ್ರಕಟಣೆಯಲ್ಲಿ ತಿಳಿಸಿದೆ. <box>26 895 356 975</box>
story1-paragraph: ರಾಷ್ಟ್ರೀಯ ಹೆದ್ದಾರಿ 69ರ ಶಿರಾ, ಮಧುಗಿರಿ, ಬೈರೇನಹಳ್ಳಿ ನಡುವಿನ 52 ಕಿ.ಮೀ. ಚತುಷ್ಪಥ ರಸ್ತೆ ಅಭಿವೃದ್ಧಿಗೆ 2024-25ರ ಆಯವ್ಯಯದಲ್ಲಿ 1000 ಕೋಟಿ ರೂ. ಮೀಸಲಿರಿಸಲಾಗಿದ್ದು, ಈ ರಸ್ತೆ ಕಾಮಗಾರಿ ಅನುಮೋದನೆಗೆ ಸರ್ಕಾರದ ಕಾರ್ಯದರ್ಶಿ ಹಾಗೂ ಸಚಿವರ ವಿಶೇಷ ಪ್ರತಿನಿಧಿ ಟಿ.ಪಿ. ಜಯಚಂದ್ರ ಮತ್ತು ಕೇಂದ್ರ ಸರ್ಕಾರಕ್ಕೆ ಜಿಲ್ಲೆಯ ಜನತೆಯ ಪರವಾಗಿ ಅಭಿನಂದನೆ <box>26 429 186 508</box>
feature-verse-line: ಹಕ್ಕ ಹಾರದ ಕೋಟೆ <box>26 1127 80 1138</box>
logo-tagline: ಕನ್ನಡ ದಿನಪತ್ರಿಕೆ <box>84 6 130 16</box>
feature-left-column <box>26 1100 206 1508</box>
feature-right-column2 <box>743 1100 923 1508</box>
story2-headline: ಪೋಕ್ಸೊ ಕಾಯ್ದೆ : ಸೇವೆ ಸಲ್ಲಿಸುವವರಿಂದ ಅರ್ಜಿ ಆಹ್ವಾನ <box>26 635 296 652</box>
feature-paragraph: ಚಾರಣಿಗರಿಗೆ ಹುರುಪಾಗಿ, ಪ್ರವಾಸಿ ಪ್ರಿಯರ ಕಣ್ಮನ ಸೆಳೆಯುವ ನಿಡುಗಲ್ಲು ದುರ್ಗದ ಅಭಿವೃದ್ಧಿಗೆ ಸರ್ಕಾರ ಜವಾಬ್ದಾರಿ ವಹಿಸಬೇಕಿದೆ. <box>743 1217 923 1240</box>
story4-column1 <box>363 114 546 404</box>
